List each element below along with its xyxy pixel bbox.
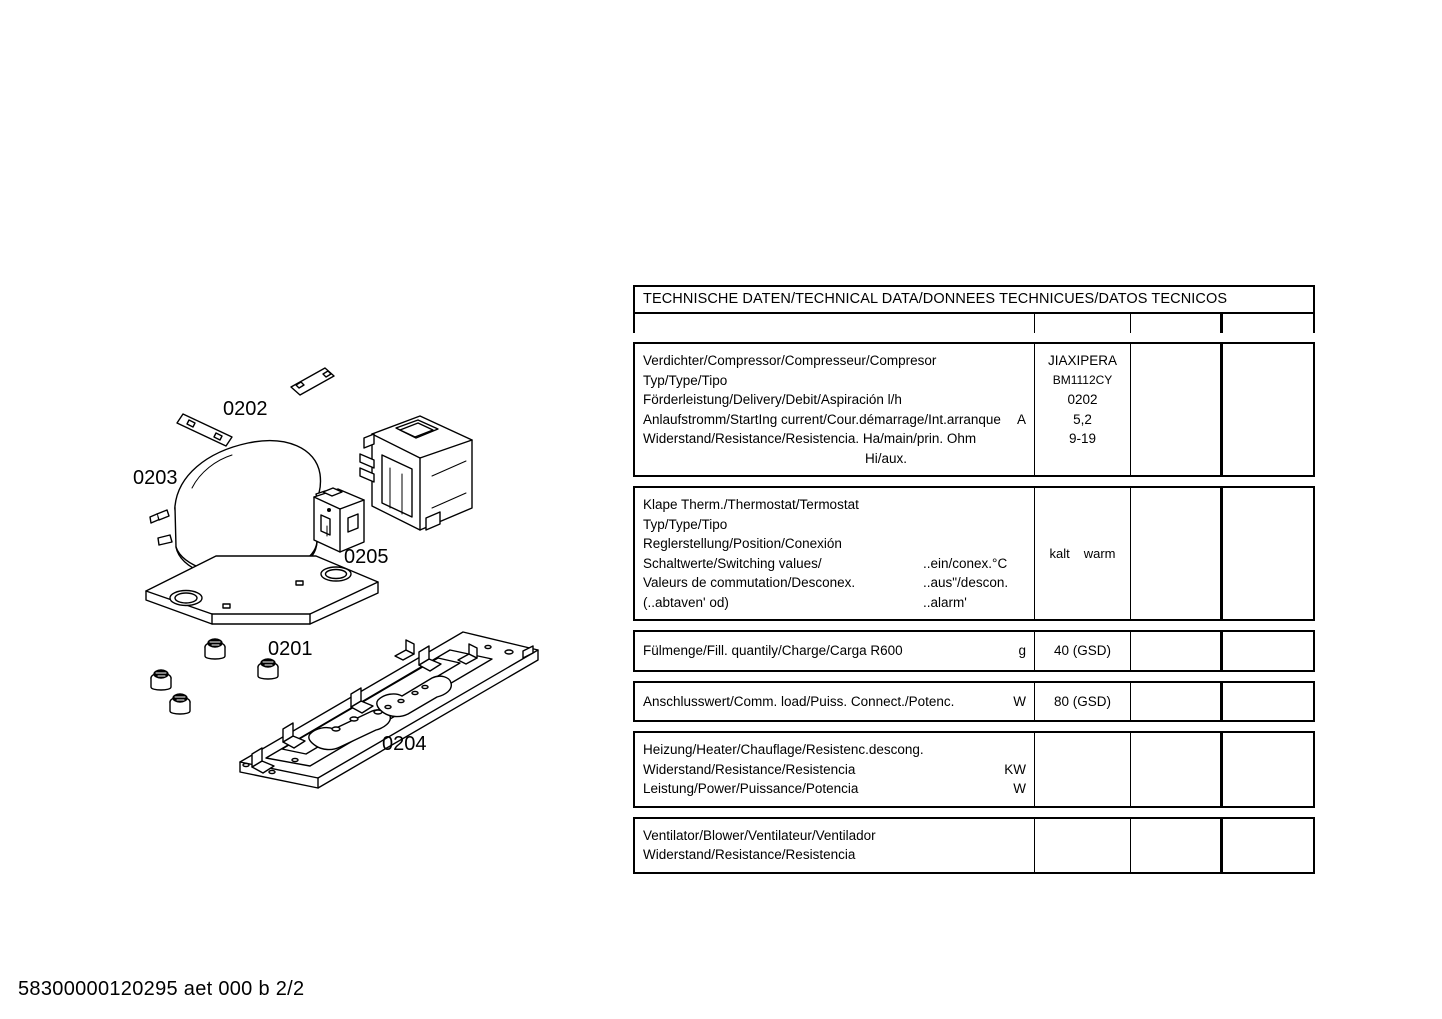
ventilator-label-0: Ventilator/Blower/Ventilateur/Ventilador <box>643 827 876 843</box>
compressor-current-unit: A <box>1016 411 1026 427</box>
grommet-3 <box>258 659 278 679</box>
fill-quantity-cell-d <box>1220 632 1313 670</box>
ventilator-value-cell <box>1034 819 1130 872</box>
compressor-cell-d <box>1220 344 1313 475</box>
exploded-parts-diagram <box>120 360 590 800</box>
connected-load-unit: W <box>1013 693 1026 709</box>
heater-label-0: Heizung/Heater/Chauflage/Resistenc.descong. <box>643 742 924 757</box>
table-title-block <box>633 285 1315 313</box>
thermostat-cell-c <box>1130 488 1220 619</box>
connected-load-cell-c <box>1130 683 1220 721</box>
thermostat-label-0: Klape Therm./Thermostat/Termostat <box>643 497 859 512</box>
thermostat-label-5 <box>643 593 1034 613</box>
subheader-cell-d <box>1220 314 1313 333</box>
heater-unit-2: W <box>1013 781 1026 796</box>
fill-quantity-value: 40 (GSD) <box>1053 643 1111 658</box>
thermostat-switching-0: ..ein/conex.°C <box>923 555 1008 571</box>
compressor-value-4: 9-19 <box>1068 431 1097 446</box>
compressor-label-3 <box>643 410 1034 430</box>
thermostat-label-4-text: Valeurs de commutation/Desconex. <box>643 575 856 590</box>
thermostat-label-3 <box>643 554 1034 574</box>
grommet-4 <box>170 694 190 714</box>
thermostat-switching-1: ..aus"/descon. <box>923 575 1009 590</box>
ventilator-cell-d <box>1220 819 1313 872</box>
thermostat-label-4 <box>643 573 1034 593</box>
document-footer-code: 58300000120295 aet 000 b 2/2 <box>18 978 305 1000</box>
heater-label-2 <box>643 779 1034 799</box>
starter-relay-box <box>360 416 472 530</box>
table-row-heater <box>633 731 1315 808</box>
thermostat-cell-d <box>1220 488 1313 619</box>
ventilator-label-1: Widerstand/Resistance/Resistencia <box>643 847 856 862</box>
ventilator-cell-c <box>1130 819 1220 872</box>
part-label-0203: 0203 <box>133 467 178 489</box>
table-row-fill-quantity <box>633 630 1315 672</box>
compressor-label-5: Hi/aux. <box>865 450 908 466</box>
subheader-cell-value <box>1034 314 1130 333</box>
heater-label-cell <box>635 733 1034 806</box>
subheader-cell-label <box>635 314 1034 333</box>
compressor-label-3-text: Anlaufstromm/StartIng current/Cour.démarrage/Int.arranque <box>643 411 1001 427</box>
heater-label-1-text: Widerstand/Resistance/Resistencia <box>643 761 856 777</box>
compressor-value-3: 5,2 <box>1073 411 1092 427</box>
thermostat-label-3-text: Schaltwerte/Switching values/ <box>643 555 822 571</box>
part-label-0204: 0204 <box>382 733 427 755</box>
ventilator-label-cell <box>635 819 1034 872</box>
fill-quantity-unit: g <box>1018 643 1026 658</box>
part-label-0205: 0205 <box>344 546 389 568</box>
clamp-strip-upper <box>291 368 334 395</box>
heater-unit-1: KW <box>1004 761 1026 777</box>
compressor-label-2: Förderleistung/Delivery/Debit/Aspiración l/h <box>643 392 902 407</box>
compressor-cell-c <box>1130 344 1220 475</box>
connected-load-value-cell <box>1034 683 1130 721</box>
thermostat-labels <box>635 488 1034 619</box>
grommet-2 <box>151 670 171 690</box>
compressor-label-0: Verdichter/Compressor/Compresseur/Compresor <box>643 353 937 368</box>
heater-label-1 <box>643 760 1034 780</box>
thermostat-value-warm: warm <box>1083 546 1116 561</box>
compressor-values <box>1034 344 1130 475</box>
thermostat-label-5-text: (..abtaven' od) <box>643 594 729 610</box>
connected-load-label-cell <box>635 683 1034 721</box>
fill-quantity-label-cell <box>635 632 1034 670</box>
part-label-0202: 0202 <box>223 398 268 420</box>
connected-load-value: 80 (GSD) <box>1053 693 1111 709</box>
subheader-cell-c <box>1130 314 1220 333</box>
table-row-thermostat <box>633 486 1315 621</box>
part-label-0201: 0201 <box>268 638 313 660</box>
fill-quantity-line <box>643 641 1034 661</box>
thermostat-values <box>1034 488 1130 619</box>
compressor-value-2: 0202 <box>1067 392 1098 407</box>
thermostat-value-cold: kalt <box>1049 546 1070 561</box>
connected-load-line <box>643 692 1034 712</box>
grommet-group <box>151 639 278 714</box>
compressor-labels <box>635 344 1034 475</box>
compressor-label-1: Typ/Type/Tipo <box>643 372 728 388</box>
compressor-value-1: BM1112CY <box>1052 372 1113 387</box>
thermostat-switching-2: ..alarm' <box>923 594 967 610</box>
thermostat-label-1: Typ/Type/Tipo <box>643 516 728 532</box>
relay-small-box <box>314 488 364 552</box>
table-row-connected-load <box>633 681 1315 723</box>
technical-data-table <box>633 285 1315 883</box>
heater-cell-d <box>1220 733 1313 806</box>
compressor-value-0: JIAXIPERA <box>1047 353 1118 368</box>
compressor-label-4: Widerstand/Resistance/Resistencia. Ha/main/prin. Ohm <box>643 431 977 446</box>
heater-cell-c <box>1130 733 1220 806</box>
parts-drawing-svg <box>120 360 590 800</box>
table-row-ventilator <box>633 817 1315 874</box>
table-row-compressor <box>633 342 1315 477</box>
fill-quantity-cell-c <box>1130 632 1220 670</box>
table-title: TECHNISCHE DATEN/TECHNICAL DATA/DONNEES TECHNICUES/DATOS TECNICOS <box>643 291 1228 307</box>
heater-value-cell <box>1034 733 1130 806</box>
thermostat-label-2: Reglerstellung/Position/Conexión <box>643 536 842 551</box>
grommet-1 <box>205 639 225 659</box>
connected-load-cell-d <box>1220 683 1313 721</box>
table-subheader-row <box>633 313 1315 333</box>
fill-quantity-value-cell <box>1034 632 1130 670</box>
fill-quantity-label: Fülmenge/Fill. quantily/Charge/Carga R600 <box>643 643 903 658</box>
heater-label-2-text: Leistung/Power/Puissance/Potencia <box>643 781 859 796</box>
connected-load-label: Anschlusswert/Comm. load/Puiss. Connect./Potenc. <box>643 693 955 709</box>
